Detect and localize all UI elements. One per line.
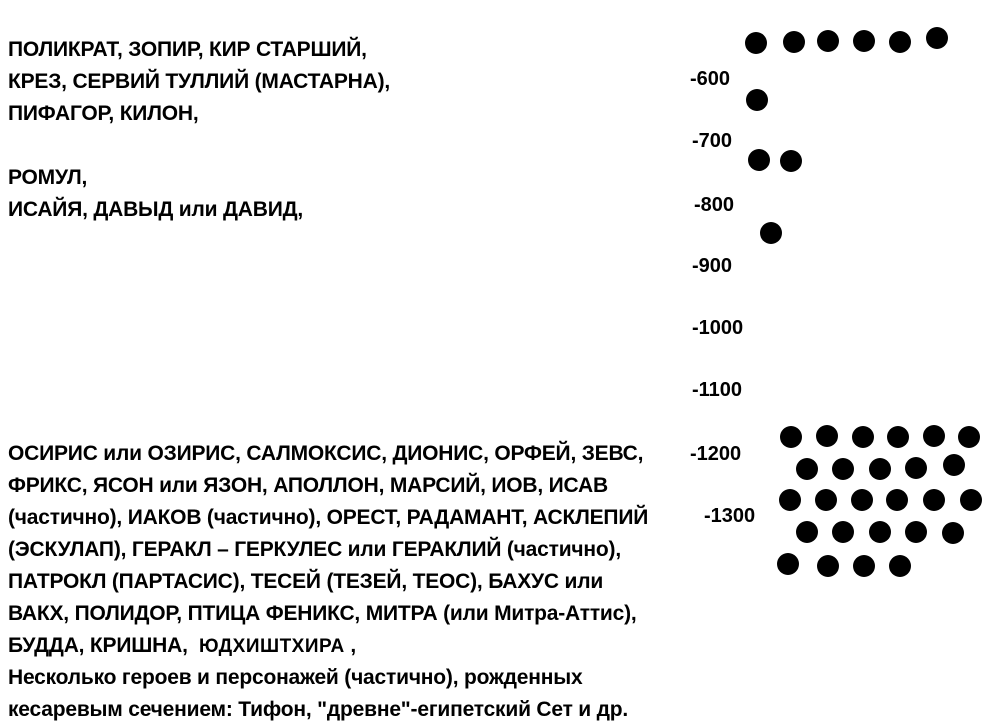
dot-top-row xyxy=(817,30,839,52)
buddha-suffix: , xyxy=(344,634,357,657)
dot-lower-cluster xyxy=(943,454,965,476)
tick-label: -1100 xyxy=(692,379,743,401)
dot-lower-cluster xyxy=(832,521,854,543)
dot-lower-cluster xyxy=(889,555,911,577)
dot-lower-cluster xyxy=(815,489,837,511)
dot-lower-cluster xyxy=(777,553,799,575)
dot-lower-cluster xyxy=(886,489,908,511)
lower-line: ПАТРОКЛ (ПАРТАСИС), ТЕСЕЙ (ТЕЗЕЙ, ТЕОС), БАХУС или xyxy=(8,570,604,593)
dot-lower-cluster xyxy=(832,458,854,480)
dot-lower-cluster xyxy=(796,521,818,543)
dot-lower-cluster xyxy=(869,521,891,543)
dot-lower-cluster xyxy=(796,458,818,480)
upper-line: ИСАЙЯ, ДАВЫД или ДАВИД, xyxy=(8,198,303,221)
dot-lower-cluster xyxy=(852,426,874,448)
dot-lower-cluster xyxy=(779,489,801,511)
dot-lower-cluster xyxy=(853,555,875,577)
tick-label: -900 xyxy=(692,255,733,277)
dot-lower-cluster xyxy=(923,425,945,447)
yudhishthira-emphasis: ЮДХИШТХИРА xyxy=(198,636,345,657)
dot-near-700 xyxy=(780,150,802,172)
buddha-prefix: БУДДА, КРИШНА, xyxy=(8,634,199,657)
dot-lower-cluster xyxy=(851,489,873,511)
upper-line: РОМУЛ, xyxy=(8,166,88,189)
dot-near-700 xyxy=(748,149,770,171)
upper-line: ПИФАГОР, КИЛОН, xyxy=(8,102,199,125)
dot-lower-cluster xyxy=(780,426,802,448)
dot-lower-cluster xyxy=(958,426,980,448)
dot-lower-cluster xyxy=(905,457,927,479)
tick-label: -700 xyxy=(692,130,733,152)
dot-lower-cluster xyxy=(816,425,838,447)
lower-line: (частично), ИАКОВ (частично), ОРЕСТ, РАДАМАНТ, АСКЛЕПИЙ xyxy=(8,506,649,529)
dot-lower-cluster xyxy=(869,458,891,480)
dot-near-600 xyxy=(746,89,768,111)
dot-lower-cluster xyxy=(905,521,927,543)
dot-top-row xyxy=(926,27,948,49)
lower-line: ВАКХ, ПОЛИДОР, ПТИЦА ФЕНИКС, МИТРА (или Митра-Аттис), xyxy=(8,602,637,625)
upper-line: ПОЛИКРАТ, ЗОПИР, КИР СТАРШИЙ, xyxy=(8,38,367,61)
tick-label: -1200 xyxy=(690,443,742,465)
dot-top-row xyxy=(889,31,911,53)
dot-lower-cluster xyxy=(923,489,945,511)
lower-line: ФРИКС, ЯСОН или ЯЗОН, АПОЛЛОН, МАРСИЙ, ИОВ, ИСАВ xyxy=(8,474,608,497)
dot-near-800 xyxy=(760,222,782,244)
tick-label: -1300 xyxy=(704,505,756,527)
lower-line-tail: кесаревым сечением: Тифон, "древне"-египетский Сет и др. xyxy=(8,698,629,721)
dot-lower-cluster xyxy=(817,555,839,577)
lower-line: (ЭСКУЛАП), ГЕРАКЛ – ГЕРКУЛЕС или ГЕРАКЛИЙ (частично), xyxy=(8,538,621,561)
dot-top-row xyxy=(745,32,767,54)
dot-lower-cluster xyxy=(942,522,964,544)
tick-label: -800 xyxy=(694,194,735,216)
tick-label: -600 xyxy=(690,68,731,90)
dot-top-row xyxy=(783,31,805,53)
tick-label: -1000 xyxy=(692,317,744,339)
lower-line-tail: Несколько героев и персонажей (частично), рожденных xyxy=(8,666,583,689)
dot-top-row xyxy=(853,30,875,52)
dot-lower-cluster xyxy=(960,489,982,511)
upper-line: КРЕЗ, СЕРВИЙ ТУЛЛИЙ (МАСТАРНА), xyxy=(8,70,391,93)
dot-lower-cluster xyxy=(887,426,909,448)
lower-line: ОСИРИС или ОЗИРИС, САЛМОКСИС, ДИОНИС, ОРФЕЙ, ЗЕВС, xyxy=(8,442,644,465)
